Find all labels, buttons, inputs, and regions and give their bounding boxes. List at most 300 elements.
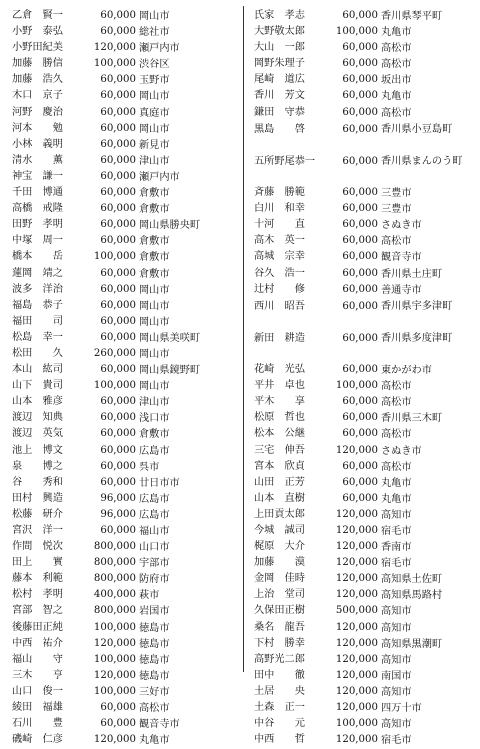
donor-location: 丸亀市 [381, 27, 412, 39]
donor-location: 香川県多度津町 [381, 332, 453, 344]
donor-name: 宮沢 洋一 [12, 525, 63, 536]
donor-name: 福田 司 [12, 315, 63, 327]
donor-amount: 260,000 [93, 347, 136, 359]
donor-location: 倉敷市 [139, 429, 170, 441]
donor-row [254, 89, 476, 105]
donor-row [12, 41, 234, 57]
donor-name: 黒島 啓 [254, 123, 305, 135]
donor-location: 観音寺市 [381, 252, 422, 264]
donor-location: さぬき市 [381, 445, 422, 457]
donor-name: 高城 宗幸 [254, 251, 305, 263]
donor-row [254, 283, 476, 299]
donor-name: 氏家 孝志 [254, 10, 305, 21]
donor-name: 河本 勉 [12, 122, 63, 134]
donor-amount: 60,000 [342, 283, 378, 295]
donor-location: 高知市 [381, 606, 412, 618]
donor-row [254, 733, 476, 749]
donor-location: 岡山県鏡野町 [139, 365, 201, 377]
donor-row [12, 57, 234, 73]
donor-location: 広島市 [139, 493, 170, 505]
donor-row [12, 588, 234, 604]
donor-amount: 100,000 [93, 380, 136, 392]
donor-row [254, 685, 476, 701]
donor-location: 瀬戸内市 [139, 171, 180, 183]
donor-row [12, 315, 234, 331]
donor-row [12, 73, 234, 89]
left-donor-column [12, 9, 234, 749]
donor-location: 広島市 [139, 509, 170, 521]
donor-row [12, 540, 234, 556]
donor-name: 中西 哲 [254, 734, 305, 746]
donor-name: 上田貢太郎 [254, 508, 305, 520]
donor-location: 徳島市 [139, 638, 170, 650]
donor-row [254, 267, 476, 283]
donor-location: 香川県まんのう町 [381, 155, 463, 167]
donor-amount: 60,000 [342, 203, 378, 215]
donor-location: 徳島市 [139, 654, 170, 666]
donor-row [12, 283, 234, 299]
donor-location: 高知市 [381, 622, 412, 634]
donor-row [12, 637, 234, 653]
donor-amount: 60,000 [342, 219, 378, 231]
donor-amount: 120,000 [335, 685, 378, 697]
donor-name: 千田 博通 [12, 187, 63, 199]
donor-location: 高知県土佐町 [381, 574, 443, 586]
donor-amount: 60,000 [100, 525, 136, 536]
donor-row [254, 41, 476, 57]
donor-name: 乙倉 賢一 [12, 10, 63, 21]
donor-amount: 60,000 [100, 331, 136, 343]
donor-amount: 120,000 [335, 557, 378, 569]
donor-name: 平井 卓也 [254, 380, 305, 392]
donor-location: 広島市 [139, 445, 170, 457]
donor-row [254, 73, 476, 89]
donor-name: 作間 悦次 [12, 541, 63, 553]
donor-amount: 120,000 [93, 669, 136, 681]
donor-name: 松田 久 [12, 347, 63, 359]
donor-name: 松本 公継 [254, 428, 305, 440]
donor-row [254, 701, 476, 717]
donor-name: 香川 芳文 [254, 90, 305, 102]
donor-row [12, 250, 234, 266]
donor-amount: 800,000 [93, 557, 136, 569]
donor-name: 田上 實 [12, 557, 63, 569]
donor-amount: 60,000 [100, 428, 136, 440]
donor-amount: 120,000 [335, 702, 378, 714]
donor-row [12, 621, 234, 637]
donor-amount: 60,000 [100, 283, 136, 295]
donor-row [254, 460, 476, 476]
donor-name: 山下 貴司 [12, 380, 63, 392]
donor-amount: 60,000 [342, 460, 378, 472]
donor-row [12, 717, 234, 733]
donor-row [12, 89, 234, 105]
donor-row [254, 444, 476, 460]
donor-amount: 60,000 [100, 412, 136, 424]
donor-row [254, 106, 476, 122]
donor-amount: 96,000 [100, 492, 136, 504]
donor-row [254, 186, 476, 202]
donor-name: 橋本 岳 [12, 251, 63, 263]
right-donor-column [254, 9, 476, 749]
donor-row [12, 444, 234, 460]
donor-name: 松村 孝明 [12, 589, 63, 601]
donor-amount: 100,000 [335, 26, 378, 38]
donor-name: 小野 泰弘 [12, 26, 63, 38]
donor-amount: 60,000 [342, 155, 378, 167]
donor-location: 高松市 [381, 107, 412, 119]
donor-location: 岡山市 [139, 381, 170, 393]
donor-location: 高知市 [381, 654, 412, 666]
donor-row [254, 637, 476, 653]
donor-amount: 60,000 [342, 123, 378, 135]
donor-location: 高松市 [381, 236, 412, 248]
donor-row [12, 202, 234, 218]
donor-amount: 120,000 [335, 541, 378, 553]
donor-name: 池上 博文 [12, 444, 63, 456]
donor-row [12, 218, 234, 234]
donor-row [12, 556, 234, 572]
donor-location: 宿毛市 [381, 558, 412, 570]
donor-location: さぬき市 [381, 220, 422, 232]
donor-location: 香南市 [381, 542, 412, 554]
donor-location: 高知県馬路村 [381, 590, 443, 602]
donor-amount: 60,000 [342, 267, 378, 279]
donor-name: 田村 興造 [12, 492, 63, 504]
donor-amount: 120,000 [335, 573, 378, 585]
donor-name: 福島 恭子 [12, 299, 63, 311]
donor-row [254, 234, 476, 250]
donor-location: 香川県土庄町 [381, 268, 443, 280]
donor-location: 丸亀市 [381, 477, 412, 489]
donor-row [12, 122, 234, 138]
donor-row [12, 653, 234, 669]
donor-location: 岡山市 [139, 300, 170, 312]
donor-name: 清水 薫 [12, 154, 63, 166]
donor-amount: 120,000 [335, 637, 378, 649]
donor-row [254, 669, 476, 685]
donor-name: 田中 徹 [254, 669, 305, 681]
donor-row [254, 524, 476, 540]
donor-location: 香川県小豆島町 [381, 123, 453, 135]
donor-name: 石川 豊 [12, 718, 63, 730]
donor-name: 西川 昭吾 [254, 300, 305, 312]
donor-name: 山田 正芳 [254, 476, 305, 488]
donor-amount: 60,000 [100, 10, 136, 21]
donor-amount: 60,000 [100, 219, 136, 231]
donor-name: 大野敬太郎 [254, 26, 305, 38]
donor-name: 岡野朱理子 [254, 58, 305, 70]
donor-amount: 60,000 [342, 42, 378, 54]
donor-location: 防府市 [139, 574, 170, 586]
column-divider [243, 6, 244, 672]
donor-amount: 400,000 [93, 589, 136, 601]
donor-location: 高知市 [381, 509, 412, 521]
donor-name: 加藤 浩久 [12, 74, 63, 86]
donor-name: 鎌田 守恭 [254, 106, 305, 118]
donor-name: 上治 堂司 [254, 589, 305, 601]
donor-row [12, 106, 234, 122]
donor-location: 三豊市 [381, 204, 412, 216]
donor-location: 香川県三木町 [381, 413, 443, 425]
donor-amount: 60,000 [342, 106, 378, 118]
donor-row [12, 476, 234, 492]
donor-name: 中西 祐介 [12, 637, 63, 649]
donor-name: 谷 秀和 [12, 476, 63, 488]
donor-location: 総社市 [139, 27, 170, 39]
donor-location: 津山市 [139, 397, 170, 409]
donor-location: 高松市 [381, 43, 412, 55]
donor-location: 津山市 [139, 155, 170, 167]
donor-location: 東かがわ市 [381, 365, 432, 377]
donor-name: 新田 耕造 [254, 332, 305, 344]
donor-location: 高知県黒潮町 [381, 638, 443, 650]
donor-row [254, 717, 476, 733]
donor-location: 観音寺市 [139, 719, 180, 731]
donor-row [254, 476, 476, 492]
donor-name: 下村 勝幸 [254, 637, 305, 649]
donor-row [254, 363, 476, 379]
donor-amount: 60,000 [100, 74, 136, 86]
donor-amount: 60,000 [342, 300, 378, 312]
donor-amount: 100,000 [335, 380, 378, 392]
donor-row [254, 653, 476, 669]
donor-amount: 60,000 [100, 106, 136, 118]
donor-row [12, 170, 234, 186]
donor-name: 山口 俊一 [12, 685, 63, 697]
donor-name: 田野 孝明 [12, 219, 63, 231]
donor-location: 高知市 [381, 719, 412, 731]
donor-row [12, 669, 234, 685]
donor-location: 徳島市 [139, 670, 170, 682]
donor-amount: 60,000 [100, 460, 136, 472]
donor-amount: 60,000 [100, 138, 136, 150]
donor-row [254, 250, 476, 266]
donor-amount: 120,000 [335, 589, 378, 601]
donor-location: 高松市 [381, 381, 412, 393]
donor-location: 倉敷市 [139, 252, 170, 264]
donor-location: 岡山市 [139, 316, 170, 328]
donor-location: 香川県琴平町 [381, 11, 443, 22]
donor-row [254, 331, 476, 363]
donor-row [12, 363, 234, 379]
donor-name: 波多 洋治 [12, 283, 63, 295]
donor-location: 丸亀市 [381, 91, 412, 103]
donor-amount: 60,000 [342, 396, 378, 408]
donor-amount: 60,000 [100, 122, 136, 134]
donor-location: 倉敷市 [139, 204, 170, 216]
donor-location: 三豊市 [381, 188, 412, 200]
donor-amount: 100,000 [93, 653, 136, 665]
donor-amount: 60,000 [342, 10, 378, 21]
donor-amount: 60,000 [100, 718, 136, 730]
donor-location: 南国市 [381, 670, 412, 682]
donor-row [12, 508, 234, 524]
donor-location: 岡山市 [139, 123, 170, 135]
donor-name: 梶原 大介 [254, 541, 305, 553]
donor-name: 渡辺 知典 [12, 412, 63, 424]
donor-amount: 60,000 [342, 58, 378, 70]
donor-name: 山本 雅彦 [12, 396, 63, 408]
donor-amount: 60,000 [342, 412, 378, 424]
donor-row [12, 427, 234, 443]
donor-amount: 60,000 [100, 235, 136, 247]
donor-row [12, 572, 234, 588]
donor-row [12, 267, 234, 283]
donor-amount: 96,000 [100, 508, 136, 520]
donor-amount: 500,000 [335, 605, 378, 617]
donor-location: 玉野市 [139, 75, 170, 87]
donor-location: 高松市 [139, 703, 170, 715]
donor-amount: 60,000 [100, 476, 136, 488]
donor-name: 久保田正樹 [254, 605, 305, 617]
donor-row [254, 379, 476, 395]
donor-amount: 120,000 [335, 444, 378, 456]
donor-amount: 60,000 [100, 26, 136, 38]
donor-location: 高松市 [381, 59, 412, 71]
donor-amount: 60,000 [342, 187, 378, 199]
donor-amount: 60,000 [100, 444, 136, 456]
donor-amount: 60,000 [100, 396, 136, 408]
donor-location: 新見市 [139, 139, 170, 151]
donor-amount: 60,000 [100, 90, 136, 102]
donor-amount: 60,000 [342, 332, 378, 344]
donor-amount: 60,000 [100, 187, 136, 199]
donor-name: 平木 享 [254, 396, 305, 408]
donor-name: 尾崎 道広 [254, 74, 305, 86]
donor-name: 十河 直 [254, 219, 305, 231]
donor-name: 藤本 利範 [12, 573, 63, 585]
donor-name: 福山 守 [12, 653, 63, 665]
donor-row [12, 524, 234, 540]
donor-amount: 60,000 [342, 235, 378, 247]
donor-amount: 800,000 [93, 605, 136, 617]
donor-row [254, 492, 476, 508]
donor-amount: 60,000 [100, 154, 136, 166]
donor-name: 小野田紀美 [12, 42, 63, 54]
donor-row [254, 25, 476, 41]
donor-name: 加藤 勝信 [12, 58, 63, 70]
donor-location: 福山市 [139, 526, 170, 537]
donor-name: 磯崎 仁彦 [12, 734, 63, 746]
donor-row [12, 299, 234, 315]
donor-row [12, 379, 234, 395]
donor-amount: 60,000 [100, 702, 136, 714]
donor-location: 高松市 [381, 429, 412, 441]
donor-location: 廿日市市 [139, 477, 180, 489]
donor-row [254, 218, 476, 234]
donor-row [254, 202, 476, 218]
donor-row [254, 154, 476, 186]
donor-name: 後藤田正純 [12, 621, 63, 633]
donor-row [254, 411, 476, 427]
donor-name: 松藤 研介 [12, 508, 63, 520]
donor-name: 蓮岡 靖之 [12, 267, 63, 279]
donor-name: 高野光二郎 [254, 653, 305, 665]
donor-row [254, 556, 476, 572]
donor-row [12, 411, 234, 427]
donor-amount: 60,000 [100, 299, 136, 311]
donor-row [12, 492, 234, 508]
donor-row [254, 427, 476, 443]
donor-location: 呉市 [139, 461, 160, 473]
donor-location: 岡山市 [139, 284, 170, 296]
donor-location: 萩市 [139, 590, 160, 602]
donor-amount: 120,000 [335, 525, 378, 536]
donor-row [254, 57, 476, 73]
donor-name: 木口 京子 [12, 90, 63, 102]
donor-amount: 100,000 [93, 621, 136, 633]
donor-name: 渡辺 英気 [12, 428, 63, 440]
donor-row [254, 395, 476, 411]
donor-row [12, 701, 234, 717]
donor-row [12, 733, 234, 749]
donor-amount: 60,000 [342, 428, 378, 440]
donor-row [254, 540, 476, 556]
donor-location: 三好市 [139, 686, 170, 698]
donor-location: 徳島市 [139, 622, 170, 634]
donor-location: 岡山県美咲町 [139, 332, 201, 344]
donor-name: 本山 紘司 [12, 364, 63, 376]
donor-name: 谷久 浩一 [254, 267, 305, 279]
donor-location: 倉敷市 [139, 188, 170, 200]
donor-amount: 60,000 [100, 267, 136, 279]
donor-location: 丸亀市 [139, 735, 170, 747]
donor-location: 倉敷市 [139, 268, 170, 280]
donor-location: 宿毛市 [381, 526, 412, 537]
donor-name: 神宝 謙一 [12, 170, 63, 182]
donor-name: 三宅 伸吾 [254, 444, 305, 456]
donor-row [254, 9, 476, 25]
donor-location: 岡山市 [139, 91, 170, 103]
donor-location: 岡山県勝央町 [139, 220, 201, 232]
donor-name: 辻村 修 [254, 283, 305, 295]
donor-amount: 800,000 [93, 573, 136, 585]
donor-row [12, 395, 234, 411]
donor-row [12, 604, 234, 620]
donor-amount: 60,000 [100, 315, 136, 327]
donor-location: 四万十市 [381, 703, 422, 715]
donor-amount: 120,000 [93, 734, 136, 746]
donor-amount: 60,000 [342, 364, 378, 376]
donor-location: 岡山市 [139, 348, 170, 360]
donor-location: 坂出市 [381, 75, 412, 87]
donor-location: 倉敷市 [139, 236, 170, 248]
donor-name: 高橋 戒隆 [12, 203, 63, 215]
donor-amount: 120,000 [93, 637, 136, 649]
donor-location: 宿毛市 [381, 735, 412, 747]
donor-row [254, 604, 476, 620]
donor-location: 浅口市 [139, 413, 170, 425]
donor-amount: 60,000 [100, 170, 136, 182]
donor-name: 白川 和幸 [254, 203, 305, 215]
donor-row [12, 460, 234, 476]
donor-amount: 60,000 [100, 203, 136, 215]
donor-location: 渋谷区 [139, 59, 170, 71]
donor-row [254, 122, 476, 154]
donor-amount: 120,000 [335, 621, 378, 633]
donor-amount: 120,000 [93, 42, 136, 54]
donor-row [254, 588, 476, 604]
donor-amount: 100,000 [93, 251, 136, 263]
donor-amount: 60,000 [342, 492, 378, 504]
donor-row [12, 347, 234, 363]
donor-amount: 60,000 [342, 90, 378, 102]
donor-amount: 800,000 [93, 541, 136, 553]
donor-name: 高木 英一 [254, 235, 305, 247]
donor-name: 宮部 智之 [12, 605, 63, 617]
donor-name: 中谷 元 [254, 718, 305, 730]
